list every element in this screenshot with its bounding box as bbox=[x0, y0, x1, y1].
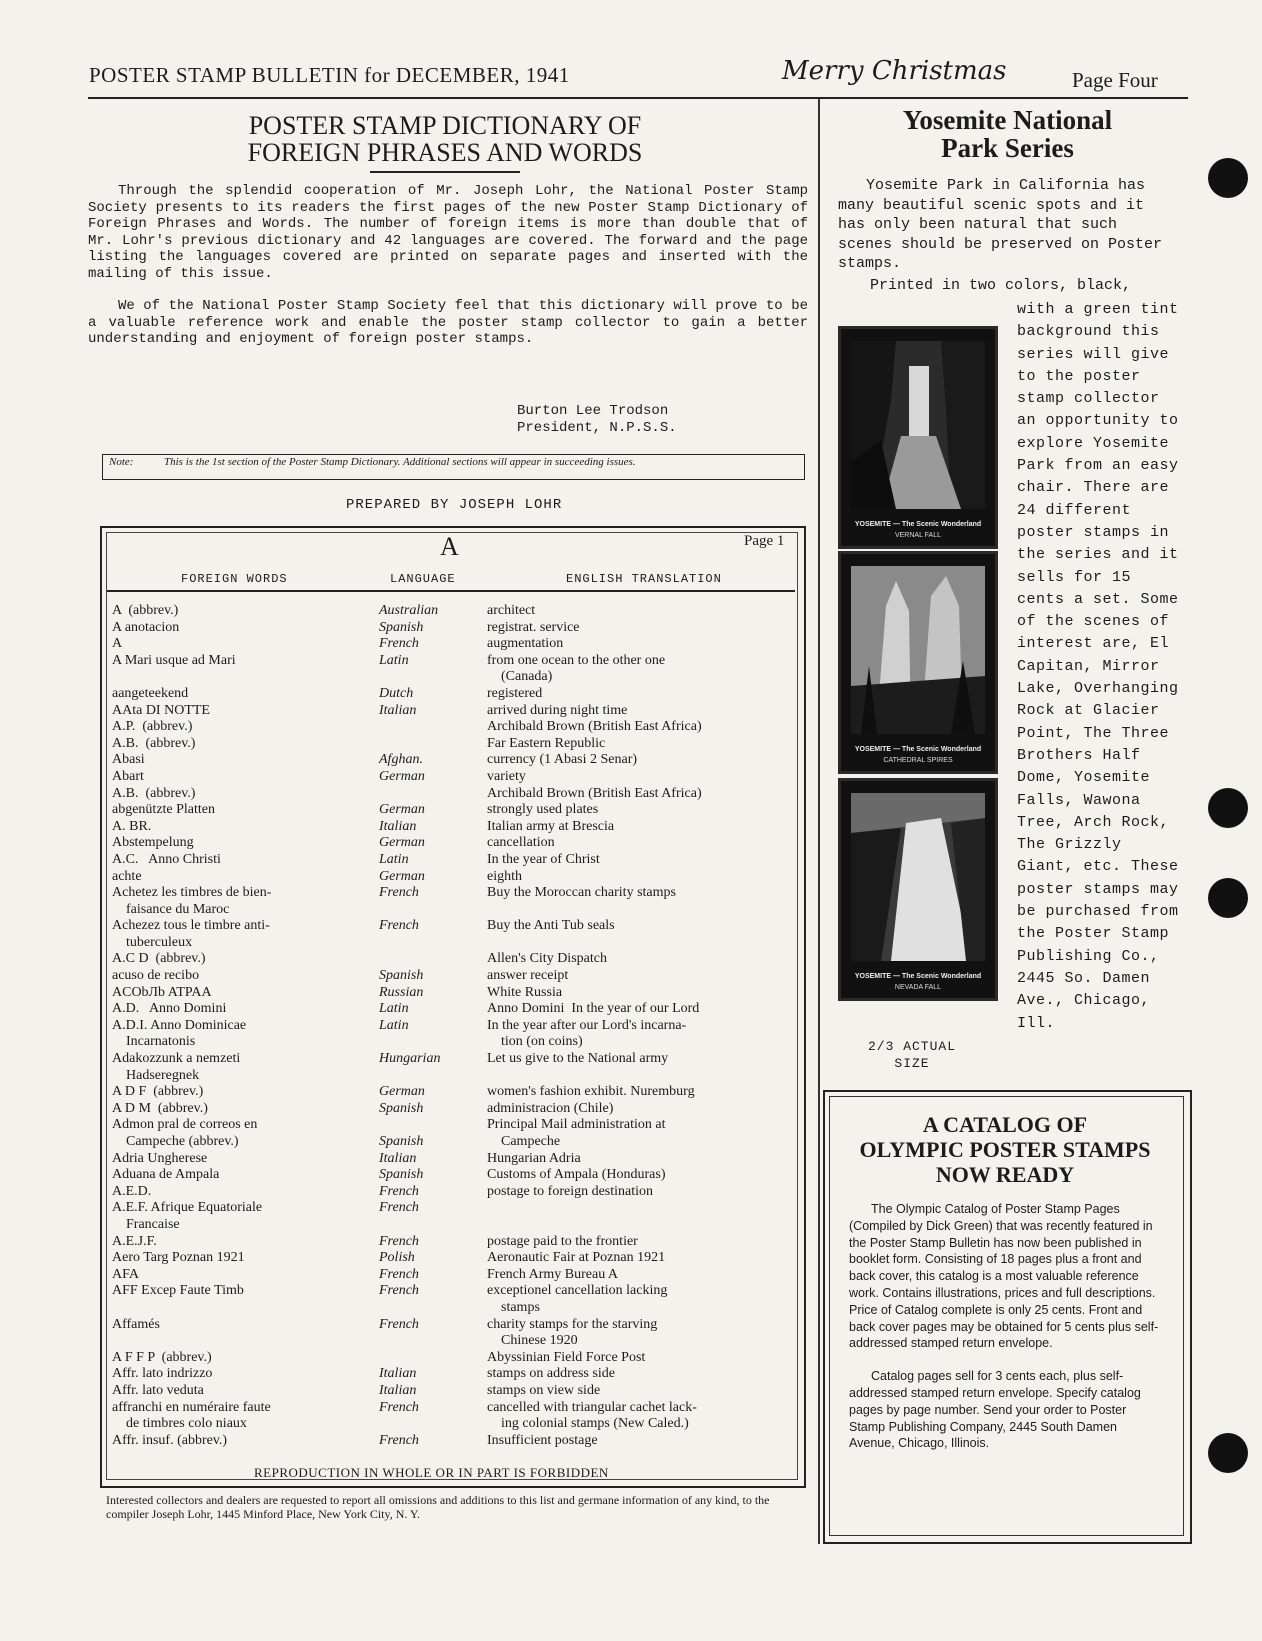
english-translation: registered bbox=[487, 685, 543, 701]
english-translation: Insufficient postage bbox=[487, 1432, 598, 1448]
language: Spanish bbox=[379, 619, 424, 635]
english-translation: registrat. service bbox=[487, 619, 580, 635]
language: French bbox=[379, 1200, 419, 1216]
foreign-word: Hadseregnek bbox=[112, 1067, 200, 1083]
table-row bbox=[112, 985, 802, 1002]
yosemite-column-text: with a green tint background this series will give to the poster stamp collector an opportunity to explore Yosemite Park from an easy chair. There are 24 different poster stamps in the series and it sells for 15 cents a set. Some of the scenes of interest are, El Capitan, Mirror Lake, Overhanging Rock at Glacier Point, The Three Brothers Half Dome, Yosemite Falls, Wawona Tree, Arch Rock, The Grizzly Giant, etc. These poster stamps may be purchased from the Poster Stamp Publishing Co., 2445 So. Damen Ave., Chicago, Ill. bbox=[1017, 301, 1179, 1032]
binder-hole bbox=[1208, 788, 1248, 828]
foreign-word: Adakozzunk a nemzeti bbox=[112, 1051, 241, 1067]
header-foreign-words: FOREIGN WORDS bbox=[181, 572, 288, 586]
note-label: Note: bbox=[109, 456, 134, 468]
english-translation: exceptionel cancellation lacking bbox=[487, 1283, 668, 1299]
table-row bbox=[112, 653, 802, 670]
english-translation: eighth bbox=[487, 868, 522, 884]
foreign-word: Achezez tous le timbre anti- bbox=[112, 918, 270, 934]
stamp-caption: YOSEMITE — The Scenic Wonderland bbox=[854, 521, 982, 528]
language: Italian bbox=[379, 1382, 417, 1398]
english-translation: Allen's City Dispatch bbox=[487, 951, 607, 967]
language: Hungarian bbox=[379, 1051, 441, 1067]
table-row bbox=[112, 802, 802, 819]
stamp-subject: VERNAL FALL bbox=[894, 532, 942, 539]
yosemite-intro bbox=[838, 176, 1178, 295]
note-box bbox=[102, 454, 805, 480]
foreign-word: Affr. lato veduta bbox=[112, 1382, 204, 1398]
foreign-word: AFA bbox=[112, 1266, 139, 1282]
english-translation: Far Eastern Republic bbox=[487, 735, 606, 751]
language: Dutch bbox=[379, 685, 414, 701]
foreign-word: A.C D (abbrev.) bbox=[112, 951, 206, 967]
english-translation: In the year of Christ bbox=[487, 851, 600, 867]
table-row bbox=[112, 1151, 802, 1168]
english-translation: Buy the Anti Tub seals bbox=[487, 918, 615, 934]
foreign-word: A.P. (abbrev.) bbox=[112, 719, 193, 735]
foreign-word: Affr. lato indrizzo bbox=[112, 1366, 213, 1382]
english-translation: postage to foreign destination bbox=[487, 1183, 654, 1199]
table-row bbox=[112, 1001, 802, 1018]
table-row bbox=[112, 968, 802, 985]
english-translation: ing colonial stamps (New Caled.) bbox=[487, 1416, 689, 1432]
table-row bbox=[112, 1234, 802, 1251]
table-row bbox=[112, 918, 802, 935]
foreign-word: A.D. Anno Domini bbox=[112, 1001, 227, 1017]
foreign-word: Affr. insuf. (abbrev.) bbox=[112, 1432, 228, 1448]
yosemite-intro-text: Yosemite Park in California has many beautiful scenic spots and it has only been natural that such scenes should be preserved on Poster stamps. bbox=[838, 177, 1163, 272]
language: French bbox=[379, 1399, 419, 1415]
table-row bbox=[112, 869, 802, 886]
language: Spanish bbox=[379, 1167, 424, 1183]
signature-name: Burton Lee Trodson bbox=[517, 403, 669, 419]
english-translation: Let us give to the National army bbox=[487, 1051, 669, 1067]
intro-paragraph-1: Through the splendid cooperation of Mr. Joseph Lohr, the National Poster Stamp Society presents to its readers the first pages of the new Poster Stamp Dictionary of Foreign Phrases and Words. The number of foreign items is more than double that of Mr. Lohr's previous dictionary and 42 languages are covered. The forward and the page listing the languages covered are printed on separate pages and inserted with the mailing of this issue. bbox=[88, 183, 808, 282]
table-row bbox=[112, 1416, 802, 1433]
foreign-word: Admon pral de correos en bbox=[112, 1117, 258, 1133]
bulletin-header-title: POSTER STAMP BULLETIN for DECEMBER, 1941 bbox=[89, 63, 570, 87]
foreign-word: A D F (abbrev.) bbox=[112, 1084, 204, 1100]
table-row bbox=[112, 935, 802, 952]
table-row bbox=[112, 703, 802, 720]
table-row bbox=[112, 1018, 802, 1035]
actual-size-line2: SIZE bbox=[894, 1056, 930, 1071]
english-translation: tion (on coins) bbox=[487, 1034, 583, 1050]
stamp-nevada-fall bbox=[838, 778, 998, 1001]
catalog-body bbox=[849, 1201, 1159, 1468]
catalog-title bbox=[835, 1112, 1175, 1187]
language: Australian bbox=[379, 603, 439, 618]
english-translation: French Army Bureau A bbox=[487, 1266, 619, 1282]
table-row bbox=[112, 902, 802, 919]
english-translation: Abyssinian Field Force Post bbox=[487, 1349, 646, 1365]
english-translation: Archibald Brown (British East Africa) bbox=[487, 719, 702, 735]
english-translation: Customs of Ampala (Honduras) bbox=[487, 1167, 666, 1183]
table-row bbox=[112, 951, 802, 968]
english-translation: administracion (Chile) bbox=[487, 1100, 614, 1116]
header-english-translation: ENGLISH TRANSLATION bbox=[566, 572, 722, 586]
english-translation: cancelled with triangular cachet lack- bbox=[487, 1399, 697, 1415]
prepared-by: PREPARED BY JOSEPH LOHR bbox=[346, 497, 563, 513]
foreign-word: Abasi bbox=[112, 752, 145, 768]
english-translation: women's fashion exhibit. Nuremburg bbox=[487, 1084, 695, 1100]
table-row bbox=[112, 636, 802, 653]
footnote: Interested collectors and dealers are requested to report all omissions and additions to this list and germane information of any kind, to the compiler Joseph Lohr, 1445 Minford Place, New York City, N. Y. bbox=[106, 1493, 770, 1521]
foreign-word: A.B. (abbrev.) bbox=[112, 735, 196, 751]
dictionary-letter: A bbox=[440, 532, 459, 561]
actual-size-line1: 2/3 ACTUAL bbox=[867, 1039, 956, 1054]
language: French bbox=[379, 1233, 419, 1249]
english-translation: In the year after our Lord's incarna- bbox=[487, 1017, 687, 1033]
binder-hole bbox=[1208, 1433, 1248, 1473]
foreign-word: Incarnatonis bbox=[112, 1034, 196, 1050]
foreign-word: A (abbrev.) bbox=[112, 603, 179, 618]
article-title bbox=[150, 112, 740, 166]
foreign-word: A.E.J.F. bbox=[112, 1233, 157, 1249]
foreign-word: Abstempelung bbox=[112, 835, 194, 851]
table-row bbox=[112, 719, 802, 736]
table-row bbox=[112, 1084, 802, 1101]
stamp-vernal-fall bbox=[838, 326, 998, 549]
table-row bbox=[112, 1068, 802, 1085]
catalog-paragraph-1: The Olympic Catalog of Poster Stamp Pages (Compiled by Dick Green) that was recently featured in the Poster Stamp Bulletin has now been published in booklet form. Consisting of 18 pages plus a front and back cover, this catalog is a most valuable reference work. Contains illustrations, prices and full descriptions. Price of Catalog complete is only 25 cents. Front and back cover pages may be obtained for 5 cents plus self-addressed stamped return envelope. bbox=[849, 1202, 1159, 1351]
table-row bbox=[112, 835, 802, 852]
foreign-word: aangeteekend bbox=[112, 685, 189, 701]
header-greeting: Merry Christmas bbox=[782, 56, 1007, 86]
foreign-word: acuso de recibo bbox=[112, 968, 200, 984]
table-row bbox=[112, 736, 802, 753]
english-translation: Anno Domini In the year of our Lord bbox=[487, 1001, 700, 1017]
english-translation: charity stamps for the starving bbox=[487, 1316, 658, 1332]
foreign-word: Aduana de Ampala bbox=[112, 1167, 220, 1183]
intro-paragraph-2: We of the National Poster Stamp Society feel that this dictionary will prove to be a valuable reference work and enable the poster stamp collector to gain a better understanding and enjoyment of foreign poster stamps. bbox=[88, 298, 808, 347]
language: Italian bbox=[379, 1366, 417, 1382]
table-row bbox=[112, 852, 802, 869]
foreign-word: Aero Targ Poznan 1921 bbox=[112, 1250, 245, 1266]
spires-illustration bbox=[851, 566, 985, 734]
foreign-word: A.D.I. Anno Dominicae bbox=[112, 1017, 247, 1033]
english-translation: White Russia bbox=[487, 984, 563, 1000]
foreign-word: ACObЛb ATPAA bbox=[112, 984, 212, 1000]
dictionary-rows bbox=[112, 603, 802, 1449]
language: French bbox=[379, 1432, 419, 1448]
language: French bbox=[379, 918, 419, 934]
english-translation: Archibald Brown (British East Africa) bbox=[487, 785, 702, 801]
catalog-paragraph-2: Catalog pages sell for 3 cents each, plus self-addressed stamped return envelope. Specify catalog pages by page number. Send your order to Poster Stamp Publishing Company, 2445 South Damen Avenue, Chicago, Illinois. bbox=[849, 1369, 1141, 1451]
foreign-word: Adria Ungherese bbox=[112, 1150, 208, 1166]
table-row bbox=[112, 1250, 802, 1267]
language: German bbox=[379, 768, 425, 784]
english-translation: stamps on address side bbox=[487, 1366, 615, 1382]
stamp-subject: CATHEDRAL SPIRES bbox=[883, 757, 953, 764]
table-row bbox=[112, 1383, 802, 1400]
note-text: This is the 1st section of the Poster Stamp Dictionary. Additional sections will appear in succeeding issues. bbox=[164, 456, 636, 468]
english-translation: Principal Mail administration at bbox=[487, 1117, 666, 1133]
english-translation: augmentation bbox=[487, 636, 564, 652]
table-row bbox=[112, 1300, 802, 1317]
foreign-word: abgenützte Platten bbox=[112, 802, 216, 818]
foreign-word: A anotacion bbox=[112, 619, 180, 635]
foreign-word: affranchi en numéraire faute bbox=[112, 1399, 271, 1415]
actual-size-note bbox=[862, 1038, 962, 1072]
table-row bbox=[112, 686, 802, 703]
waterfall-illustration bbox=[851, 793, 985, 961]
language: French bbox=[379, 1266, 419, 1282]
table-row bbox=[112, 1051, 802, 1068]
yosemite-intro-text-2: Printed in two colors, black, bbox=[870, 276, 1132, 294]
table-row bbox=[112, 769, 802, 786]
english-translation: Chinese 1920 bbox=[487, 1333, 578, 1349]
table-row bbox=[112, 1317, 802, 1334]
english-translation: stamps bbox=[487, 1299, 540, 1315]
title-rule bbox=[370, 171, 520, 173]
language: Latin bbox=[379, 851, 409, 867]
stamp-cathedral-spires bbox=[838, 551, 998, 774]
table-row bbox=[112, 1400, 802, 1417]
column-divider bbox=[818, 99, 820, 1544]
header-language: LANGUAGE bbox=[390, 572, 456, 586]
english-translation: variety bbox=[487, 768, 526, 784]
foreign-word: A.E.F. Afrique Equatoriale bbox=[112, 1200, 263, 1216]
foreign-word: de timbres colo niaux bbox=[112, 1416, 247, 1432]
foreign-word: AAta DI NOTTE bbox=[112, 702, 210, 718]
binder-hole bbox=[1208, 878, 1248, 918]
article-title-line2: FOREIGN PHRASES AND WORDS bbox=[247, 138, 643, 167]
language: French bbox=[379, 1183, 419, 1199]
english-translation: Campeche bbox=[487, 1134, 561, 1149]
foreign-word: achte bbox=[112, 868, 142, 884]
english-translation: answer receipt bbox=[487, 968, 569, 984]
stamp-caption: YOSEMITE — The Scenic Wonderland bbox=[854, 973, 982, 980]
english-translation: from one ocean to the other one bbox=[487, 652, 666, 668]
table-row bbox=[112, 1117, 802, 1134]
english-translation: postage paid to the frontier bbox=[487, 1233, 638, 1249]
language: German bbox=[379, 868, 425, 884]
foreign-word: Abart bbox=[112, 768, 144, 784]
table-row bbox=[112, 1167, 802, 1184]
language: German bbox=[379, 835, 425, 851]
waterfall-illustration bbox=[851, 341, 985, 509]
foreign-word: A. BR. bbox=[112, 818, 152, 834]
table-row bbox=[112, 1333, 802, 1350]
foreign-word: AFF Excep Faute Timb bbox=[112, 1283, 244, 1299]
english-translation: Buy the Moroccan charity stamps bbox=[487, 885, 676, 901]
foreign-word: faisance du Maroc bbox=[112, 901, 230, 917]
table-row bbox=[112, 1350, 802, 1367]
english-translation: Italian army at Brescia bbox=[487, 818, 615, 834]
english-translation: Aeronautic Fair at Poznan 1921 bbox=[487, 1250, 666, 1266]
table-row bbox=[112, 669, 802, 686]
language: Italian bbox=[379, 1150, 417, 1166]
foreign-word: A.B. (abbrev.) bbox=[112, 785, 196, 801]
table-row bbox=[112, 1433, 802, 1450]
binder-hole bbox=[1208, 158, 1248, 198]
signature-title: President, N.P.S.S. bbox=[517, 419, 677, 436]
table-row bbox=[112, 1184, 802, 1201]
table-row bbox=[112, 620, 802, 637]
signature bbox=[517, 403, 677, 436]
table-row bbox=[112, 1101, 802, 1118]
table-row bbox=[112, 1366, 802, 1383]
article-intro bbox=[88, 183, 808, 364]
foreign-word: Campeche (abbrev.) bbox=[112, 1134, 239, 1149]
catalog-title-line2: OLYMPIC POSTER STAMPS bbox=[859, 1137, 1151, 1162]
language: Italian bbox=[379, 702, 417, 718]
table-row bbox=[112, 1200, 802, 1217]
foreign-word: Francaise bbox=[112, 1216, 180, 1232]
language: Latin bbox=[379, 1017, 409, 1033]
table-header-rule bbox=[107, 590, 795, 592]
english-translation: Hungarian Adria bbox=[487, 1150, 581, 1166]
dictionary-page: Page 1 bbox=[744, 533, 785, 549]
language: French bbox=[379, 885, 419, 901]
foreign-word: A.E.D. bbox=[112, 1183, 152, 1199]
table-row bbox=[112, 1134, 802, 1151]
foreign-word: A.C. Anno Christi bbox=[112, 851, 221, 867]
foreign-word: A Mari usque ad Mari bbox=[112, 652, 236, 668]
foreign-word: Affamés bbox=[112, 1316, 160, 1332]
table-row bbox=[112, 819, 802, 836]
language: German bbox=[379, 1084, 425, 1100]
foreign-word: Achetez les timbres de bien- bbox=[112, 885, 272, 901]
table-row bbox=[112, 885, 802, 902]
table-row bbox=[112, 603, 802, 620]
language: German bbox=[379, 802, 425, 818]
yosemite-title bbox=[845, 106, 1170, 162]
yosemite-title-line1: Yosemite National bbox=[902, 105, 1113, 135]
table-row bbox=[112, 1283, 802, 1300]
foreign-word: A D M (abbrev.) bbox=[112, 1100, 208, 1116]
language: Latin bbox=[379, 652, 409, 668]
foreign-word: tuberculeux bbox=[112, 934, 193, 950]
page-number: Page Four bbox=[1072, 68, 1158, 92]
table-row bbox=[112, 786, 802, 803]
language: Russian bbox=[379, 984, 424, 1000]
language: Polish bbox=[379, 1250, 415, 1266]
table-row bbox=[112, 1034, 802, 1051]
english-translation: architect bbox=[487, 603, 536, 618]
table-row bbox=[112, 752, 802, 769]
table-row bbox=[112, 1217, 802, 1234]
english-translation: currency (1 Abasi 2 Senar) bbox=[487, 752, 638, 768]
foreign-word: A F F P (abbrev.) bbox=[112, 1349, 212, 1365]
english-translation: strongly used plates bbox=[487, 802, 599, 818]
language: Afghan. bbox=[379, 752, 423, 768]
yosemite-title-line2: Park Series bbox=[941, 133, 1074, 163]
stamp-caption: YOSEMITE — The Scenic Wonderland bbox=[854, 746, 982, 753]
table-row bbox=[112, 1267, 802, 1284]
catalog-title-line1: A CATALOG OF bbox=[922, 1112, 1088, 1137]
stamp-subject: NEVADA FALL bbox=[894, 984, 942, 991]
english-translation: stamps on view side bbox=[487, 1382, 601, 1398]
reproduction-notice: REPRODUCTION IN WHOLE OR IN PART IS FORBIDDEN bbox=[254, 1465, 609, 1480]
language: French bbox=[379, 1316, 419, 1332]
language: Spanish bbox=[379, 1134, 424, 1149]
language: Spanish bbox=[379, 1100, 424, 1116]
header-rule bbox=[88, 97, 1188, 99]
english-translation: cancellation bbox=[487, 835, 555, 851]
language: Italian bbox=[379, 818, 417, 834]
catalog-title-line3: NOW READY bbox=[935, 1162, 1075, 1187]
english-translation: (Canada) bbox=[487, 669, 553, 685]
language: Latin bbox=[379, 1001, 409, 1017]
article-title-line1: POSTER STAMP DICTIONARY OF bbox=[248, 111, 642, 140]
language: French bbox=[379, 636, 419, 652]
foreign-word: A bbox=[112, 636, 123, 652]
english-translation: arrived during night time bbox=[487, 702, 628, 718]
language: Spanish bbox=[379, 968, 424, 984]
language: French bbox=[379, 1283, 419, 1299]
